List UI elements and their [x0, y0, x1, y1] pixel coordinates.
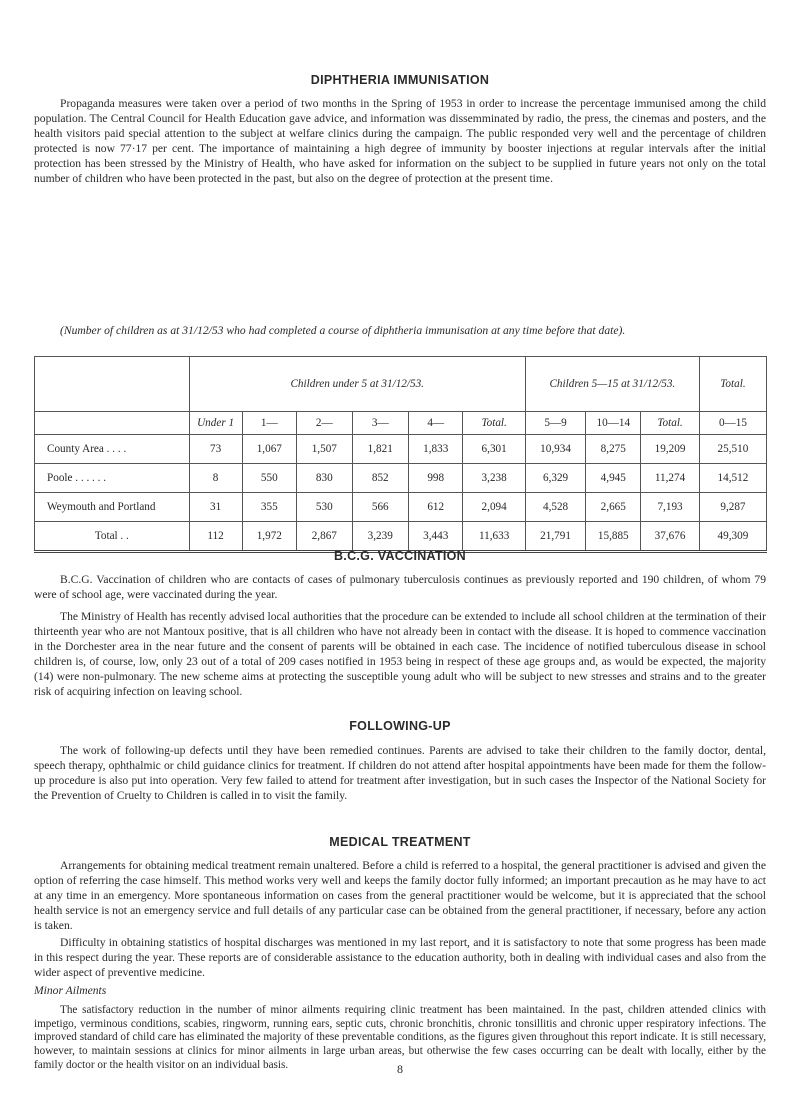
area-cell: County Area . . . . [35, 435, 190, 464]
value-cell: 4,528 [525, 493, 586, 522]
value-cell: 37,676 [641, 522, 700, 552]
bcg-paragraph-2: The Ministry of Health has recently advised local authorities that the procedure can be extended to include all school children at the termination of their thirteenth year who are not Mantoux positive, that is all children who have not already been in contact with the disease. It is hoped to commence vaccination in the Dorchester area in the near future and the consent of parents will be obtained in each case. The incidence of notified tuberculous disease in school children is, of course, low, only 23 out of a total of 209 cases notified in 1953 being in respect of these age groups and, as would be expected, the majority (14) were non-pulmonary. The new scheme aims at protecting the susceptible young adult who will be subject to new stresses and strains and to the greater risk of acquiring infection on leaving school. [34, 610, 766, 699]
table-caption: (Number of children as at 31/12/53 who had completed a course of diphtheria immunisation at any time before that date). [60, 324, 626, 337]
bcg-heading: B.C.G. VACCINATION [333, 549, 467, 563]
area-cell: Weymouth and Portland [35, 493, 190, 522]
value-cell: 1,067 [242, 435, 297, 464]
value-cell: 21,791 [525, 522, 586, 552]
value-cell: 566 [352, 493, 408, 522]
minor-ailments-paragraph: The satisfactory reduction in the number of minor ailments requiring clinic treatment has been maintained. In the past, children attended clinics with impetigo, verminous conditions, scabies, ringworm, running ears, septic cuts, chronic bronchitis, chronic tonsillitis and chronic upper respiratory infections. The improved standard of child care has eliminated the majority of these preventable conditions, as the figures given throughout this report indicate. It is still necessary, however, to maintain sessions at clinics for minor ailments in large urban areas, but otherwise the few cases occurring can be dealt with locally, either by the family doctor or the health visitor on an individual basis. [34, 1004, 766, 1071]
value-cell: 355 [242, 493, 297, 522]
value-cell: 25,510 [699, 435, 766, 464]
subheader-cell: Total. [463, 412, 525, 435]
blank-subheader-cell [35, 412, 190, 435]
value-cell: 7,193 [641, 493, 700, 522]
value-cell: 14,512 [699, 464, 766, 493]
subheader-cell: Total. [641, 412, 700, 435]
table-row [35, 493, 767, 522]
group-header-under-5: Children under 5 at 31/12/53. [189, 357, 525, 412]
value-cell: 73 [189, 435, 242, 464]
value-cell: 2,094 [463, 493, 525, 522]
value-cell: 15,885 [586, 522, 641, 552]
value-cell: 3,239 [352, 522, 408, 552]
following-up-paragraph: The work of following-up defects until they have been remedied continues. Parents are advised to take their children to the family doctor, dental, speech therapy, ophthalmic or child guidance clinics for treatment. If children do not attend after hospital appointments have been made for them the follow-up procedure is also put into operation. Very few failed to attend for treatment after investigation, but in such cases the Inspector of the National Society for the Prevention of Cruelty to Children is called in to visit the family. [34, 744, 766, 803]
subheader-cell: 4— [408, 412, 463, 435]
group-header-total: Total. [699, 357, 766, 412]
bcg-paragraph-1: B.C.G. Vaccination of children who are contacts of cases of pulmonary tuberculosis continues as previously reported and 190 children, of whom 79 were of school age, were vaccinated during the year. [34, 573, 766, 602]
subheader-cell: 1— [242, 412, 297, 435]
value-cell: 8 [189, 464, 242, 493]
medical-paragraph-2: Difficulty in obtaining statistics of hospital discharges was mentioned in my last report, and it is satisfactory to note that some progress has been made in this respect during the year. These reports are of considerable assistance to the education authority, both in dealing with individual cases and also from the wider aspect of preventive medicine. [34, 936, 766, 980]
value-cell: 9,287 [699, 493, 766, 522]
subheader-cell: Under 1 [189, 412, 242, 435]
subheader-cell: 10—14 [586, 412, 641, 435]
value-cell: 530 [297, 493, 352, 522]
minor-ailments-subheading: Minor Ailments [34, 984, 107, 997]
area-cell: Total . . [35, 522, 190, 552]
value-cell: 11,274 [641, 464, 700, 493]
value-cell: 1,507 [297, 435, 352, 464]
value-cell: 612 [408, 493, 463, 522]
value-cell: 31 [189, 493, 242, 522]
subheader-cell: 5—9 [525, 412, 586, 435]
value-cell: 3,443 [408, 522, 463, 552]
following-up-heading: FOLLOWING-UP [349, 719, 451, 733]
table-total-row [35, 522, 767, 552]
value-cell: 3,238 [463, 464, 525, 493]
subheader-cell: 2— [297, 412, 352, 435]
value-cell: 10,934 [525, 435, 586, 464]
blank-header-cell [35, 357, 190, 412]
table-row [35, 435, 767, 464]
medical-treatment-heading: MEDICAL TREATMENT [329, 835, 471, 849]
immunisation-table [34, 356, 767, 553]
medical-paragraph-1: Arrangements for obtaining medical treatment remain unaltered. Before a child is referred to a hospital, the general practitioner is advised and given the option of referring the case himself. This method works very well and keeps the family doctor fully informed; an important precaution as he may have to act at any time in an emergency. More spontaneous information on cases from the general practitioner would be welcome, but it is appreciated that the school health service is not an emergency service and full details of any particular case can be obtained from the general practitioner, if necessary, before any action is taken. [34, 859, 766, 933]
value-cell: 998 [408, 464, 463, 493]
diphtheria-paragraph: Propaganda measures were taken over a period of two months in the Spring of 1953 in order to increase the percentage immunised among the child population. The Central Council for Health Education gave advice, and information was dissemminated by radio, the press, the cinemas and posters, and the health visitors paid special attention to the subject at welfare clinics during the campaign. The public responded very well and the percentage of children protected is now 77·17 per cent. The importance of maintaining a high degree of immunity by booster injections at regular intervals after the initial protection has been stressed by the Ministry of Health, who have asked for information on the subject to be supplied in future years not only on the total number of children who have been protected in the past, but also on the degree of protection at the present time. [34, 97, 766, 186]
value-cell: 8,275 [586, 435, 641, 464]
value-cell: 1,972 [242, 522, 297, 552]
value-cell: 6,329 [525, 464, 586, 493]
value-cell: 2,665 [586, 493, 641, 522]
area-cell: Poole . . . . . . [35, 464, 190, 493]
page-number: 8 [397, 1062, 403, 1076]
value-cell: 4,945 [586, 464, 641, 493]
subheader-cell: 0—15 [699, 412, 766, 435]
table-group-header-row [35, 357, 767, 412]
value-cell: 1,833 [408, 435, 463, 464]
subheader-cell: 3— [352, 412, 408, 435]
value-cell: 550 [242, 464, 297, 493]
group-header-5-15: Children 5—15 at 31/12/53. [525, 357, 699, 412]
value-cell: 112 [189, 522, 242, 552]
value-cell: 1,821 [352, 435, 408, 464]
diphtheria-heading: DIPHTHERIA IMMUNISATION [310, 73, 490, 87]
value-cell: 49,309 [699, 522, 766, 552]
value-cell: 2,867 [297, 522, 352, 552]
value-cell: 6,301 [463, 435, 525, 464]
value-cell: 19,209 [641, 435, 700, 464]
table-row [35, 464, 767, 493]
value-cell: 852 [352, 464, 408, 493]
table-subheader-row [35, 412, 767, 435]
value-cell: 11,633 [463, 522, 525, 552]
value-cell: 830 [297, 464, 352, 493]
